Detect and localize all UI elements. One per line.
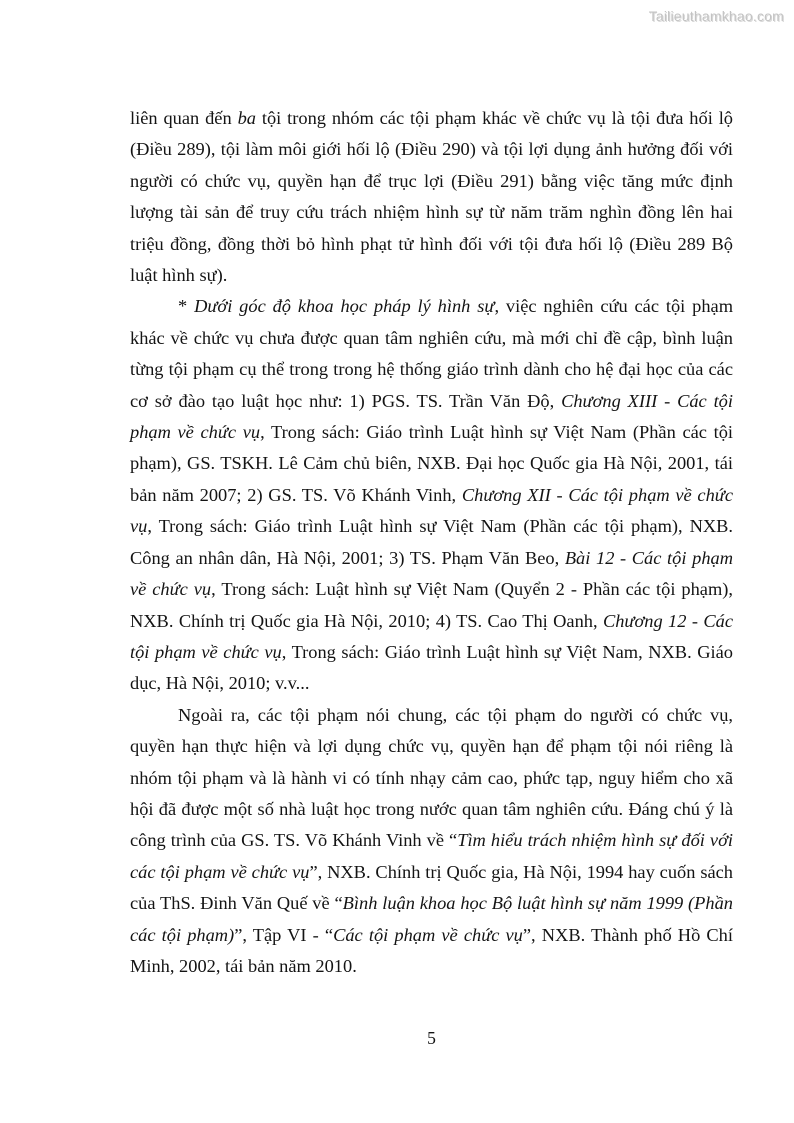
text-segment-italic: Chương XIII - Các tội phạm về chức vụ xyxy=(130,390,733,443)
text-segment: , Trong sách: Giáo trình Luật hình sự Việt Nam (Phần các tội phạm), NXB. Công an nhân dân, Hà Nội, 2001; 3) TS. Phạm Văn Beo, xyxy=(130,516,733,568)
watermark: Tailieuthamkhao.com xyxy=(648,8,784,24)
text-segment: , việc nghiên cứu các tội phạm khác về chức vụ chưa được quan tâm nghiên cứu, mà mới chỉ đề cập, bình luận từng tội phạm cụ thể trong trong hệ thống giáo trình dành cho hệ đại học của các cơ sở đào tạo luật học như: 1) PGS. TS. Trần Văn Độ, xyxy=(130,296,734,411)
text-segment: tội trong nhóm các tội phạm khác về chức vụ là tội đưa hối lộ (Điều 289), tội làm môi giới hối lộ (Điều 290) và tội lợi dụng ảnh hưởng đối với người có chức vụ, quyền hạn để trục lợi (Điều 291) bằng việc tăng mức định lượng tài sản để truy cứu trách nhiệm hình sự từ năm trăm nghìn đồng lên hai triệu đồng, đồng thời bỏ hình phạt tử hình đối với tội đưa hối lộ (Điều 289 Bộ luật hình sự). xyxy=(130,108,733,286)
text-segment-italic: Các tội phạm về chức vụ xyxy=(333,924,523,945)
text-segment: ”, Tập VI - “ xyxy=(234,924,334,945)
text-segment-italic: Chương XII - Các tội phạm về chức vụ xyxy=(130,484,733,537)
text-segment-italic: Dưới góc độ khoa học pháp lý hình sự xyxy=(194,296,495,317)
document-body xyxy=(130,103,733,982)
paragraph xyxy=(130,700,733,983)
text-segment-italic: Bài 12 - Các tội phạm về chức vụ xyxy=(130,547,733,600)
text-segment: liên quan đến xyxy=(130,108,238,128)
text-segment: , Trong sách: Giáo trình Luật hình sự Việt Nam (Phần các tội phạm), GS. TSKH. Lê Cảm chủ biên, NXB. Đại học Quốc gia Hà Nội, 2001, tái bản năm 2007; 2) GS. TS. Võ Khánh Vinh, xyxy=(130,422,733,505)
text-segment: ”, NXB. Thành phố Hồ Chí Minh, 2002, tái bản năm 2010. xyxy=(130,924,733,976)
text-segment: ”, NXB. Chính trị Quốc gia, Hà Nội, 1994 hay cuốn sách của ThS. Đinh Văn Quế về “ xyxy=(130,861,733,914)
text-segment-italic: Chương 12 - Các tội phạm về chức vụ xyxy=(130,610,733,662)
paragraph xyxy=(130,103,733,291)
paragraph xyxy=(130,291,733,699)
text-segment: , Trong sách: Giáo trình Luật hình sự Việt Nam, NXB. Giáo dục, Hà Nội, 2010; v.v... xyxy=(130,641,733,694)
text-segment: , Trong sách: Luật hình sự Việt Nam (Quyển 2 - Phần các tội phạm), NXB. Chính trị Quốc gia Hà Nội, 2010; 4) TS. Cao Thị Oanh, xyxy=(130,579,733,631)
text-segment-italic: ba xyxy=(237,108,256,128)
text-segment-italic: Bình luận khoa học Bộ luật hình sự năm 1999 (Phần các tội phạm) xyxy=(130,893,734,945)
page-number: 5 xyxy=(427,1028,436,1048)
text-segment: * xyxy=(178,296,195,317)
text-segment: Ngoài ra, các tội phạm nói chung, các tội phạm do người có chức vụ, quyền hạn thực hiện và lợi dụng chức vụ, quyền hạn để phạm tội nói riêng là nhóm tội phạm và là hành vi có tính nhạy cảm cao, phức tạp, nguy hiểm cho xã hội đã được một số nhà luật học trong nước quan tâm nghiên cứu. Đáng chú ý là công trình của GS. TS. Võ Khánh Vinh về “ xyxy=(130,704,733,851)
text-segment-italic: Tìm hiểu trách nhiệm hình sự đối với các tội phạm về chức vụ xyxy=(130,830,733,882)
